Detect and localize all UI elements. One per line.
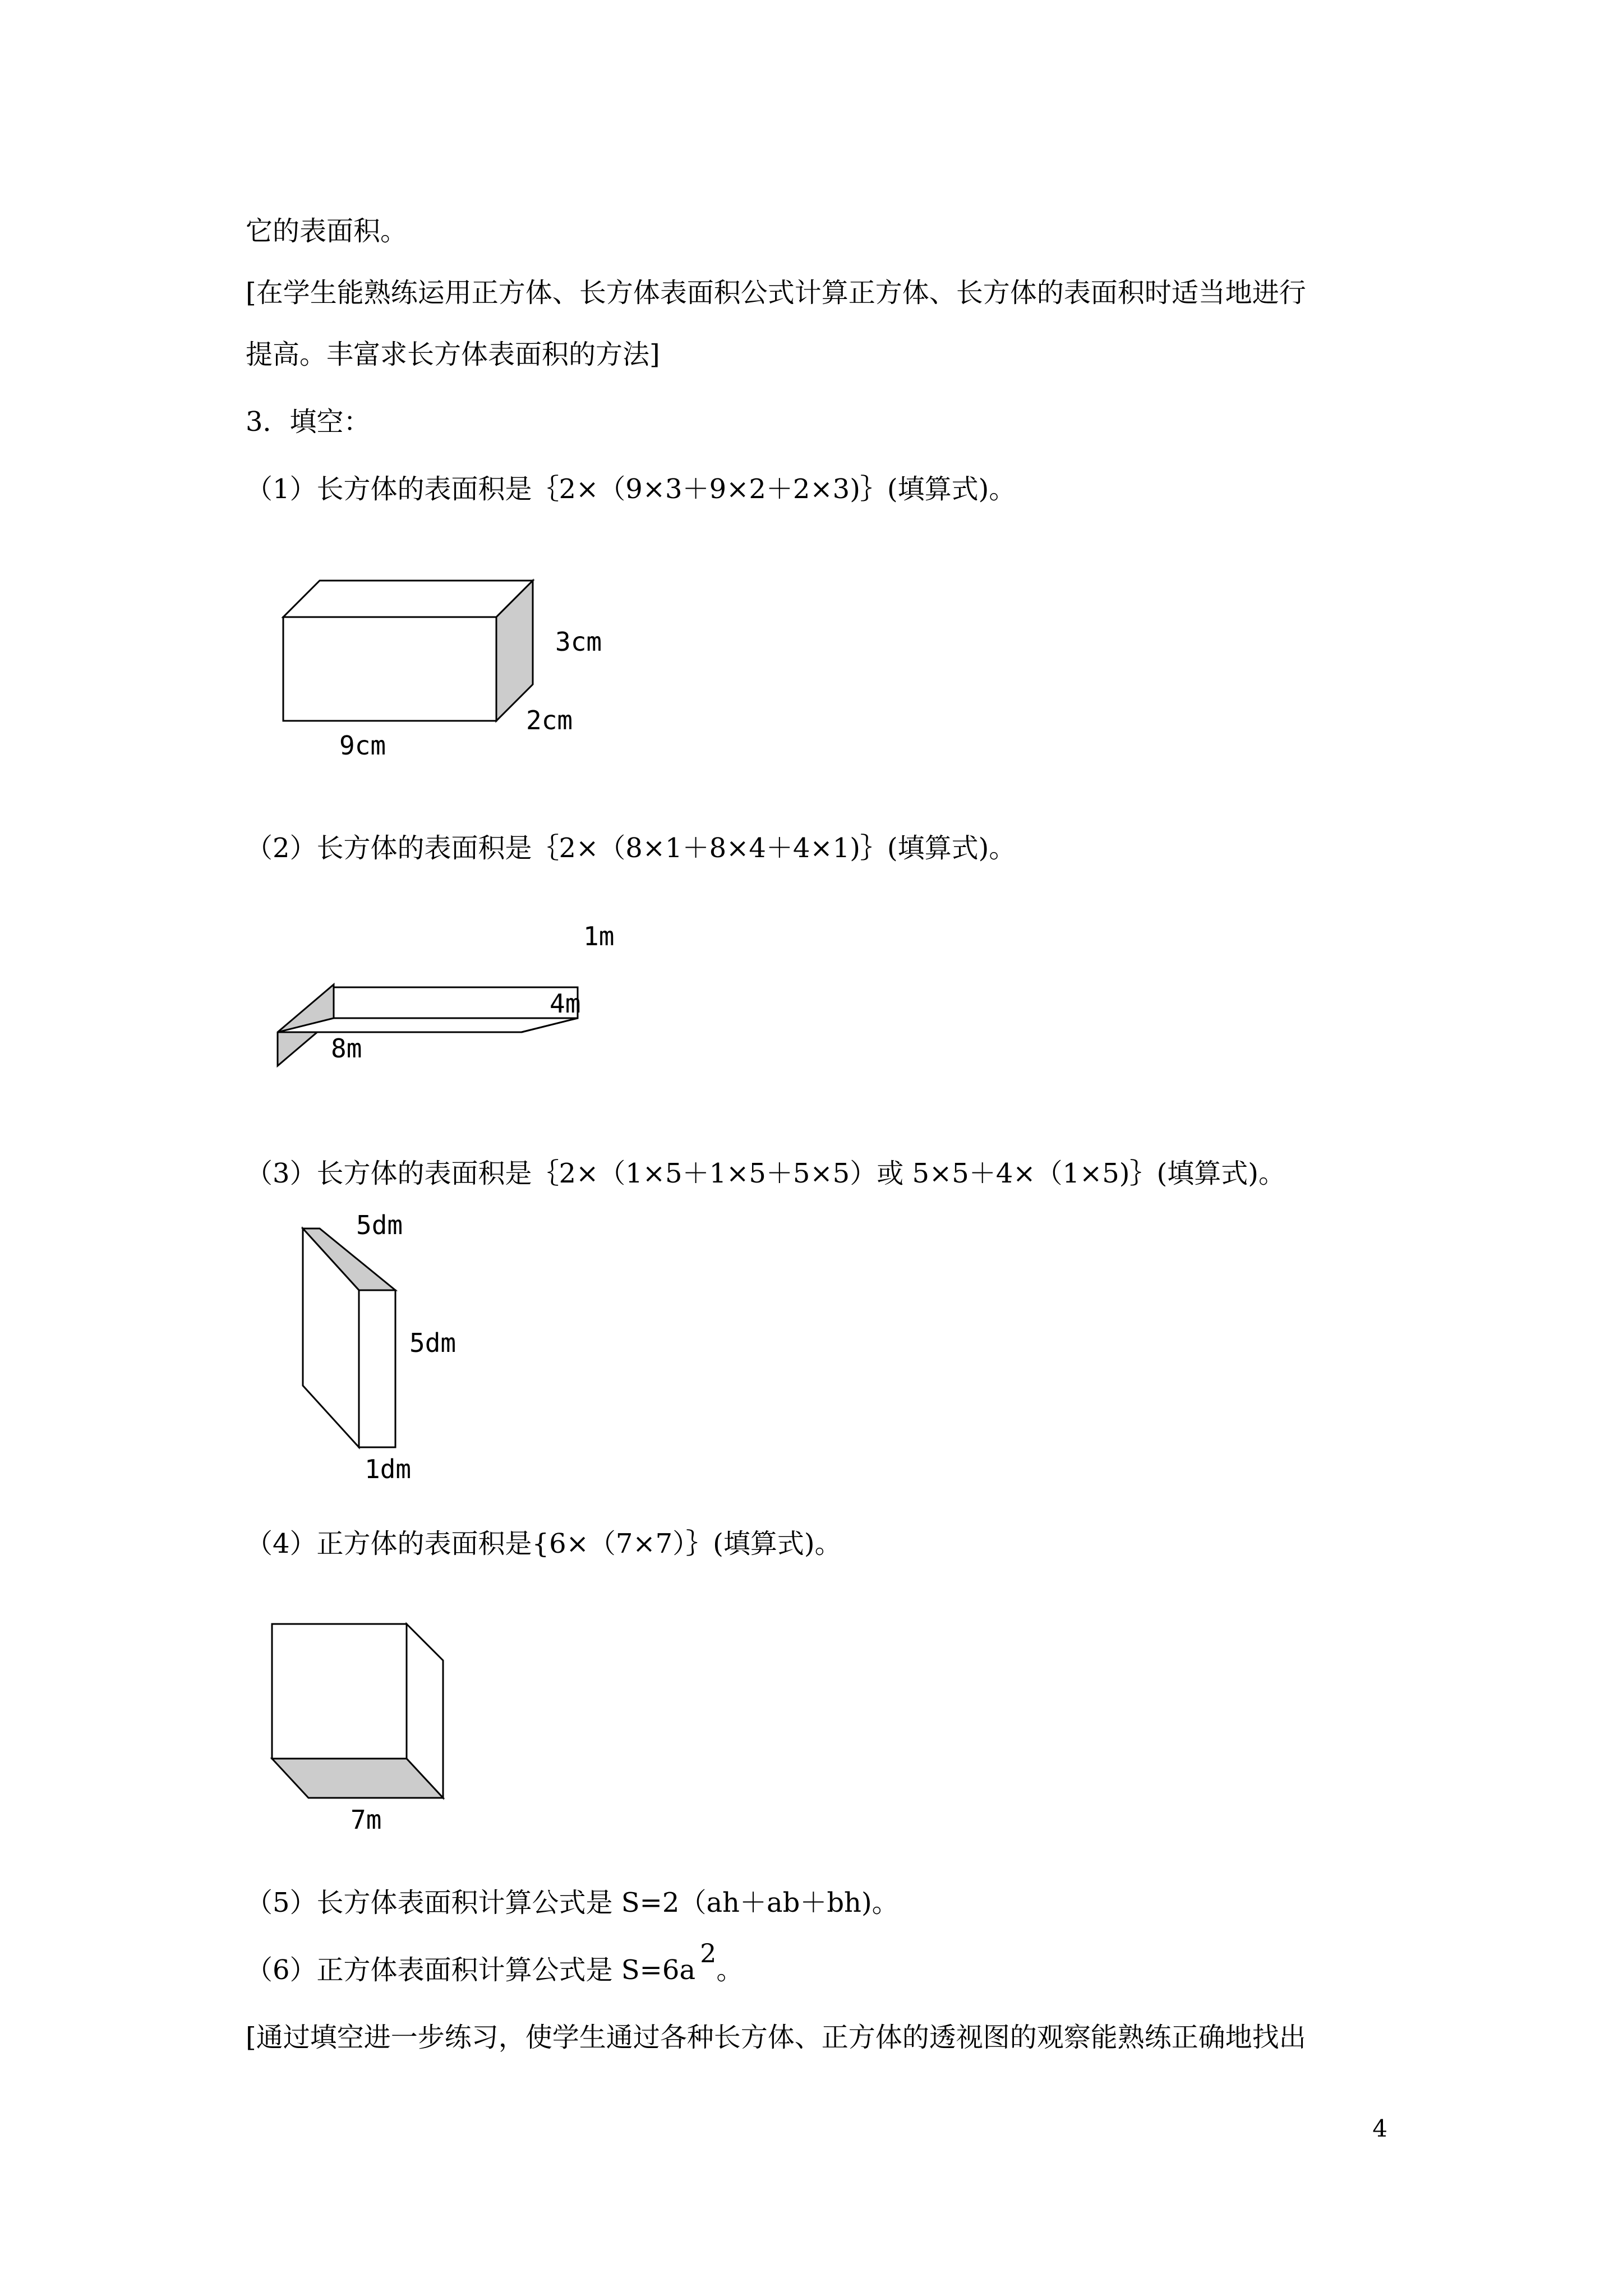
figure-cuboid-3: [297, 1212, 477, 1492]
height-label: 1m: [583, 921, 615, 951]
question-3: （3）长方体的表面积是｛2×（1×5＋1×5＋5×5）或 5×5＋4×（1×5)｝(填算式)。: [246, 1158, 1285, 1189]
question-6: [246, 1938, 744, 1987]
figure-cube: [269, 1621, 471, 1840]
text-line-last: [通过填空进一步练习，使学生通过各种长方体、正方体的透视图的观察能熟练正确地找出: [246, 2022, 1306, 2053]
height-label: 3cm: [555, 627, 602, 657]
question-1: （1）长方体的表面积是｛2×（9×3＋9×2＋2×3)｝(填算式)。: [246, 473, 1016, 505]
formula-text: （6）正方体表面积计算公式是 S=6a: [246, 1954, 696, 1986]
text-line-2: [在学生能熟练运用正方体、长方体表面积公式计算正方体、长方体的表面积时适当地进行: [246, 277, 1306, 309]
length-label: 8m: [331, 1033, 362, 1064]
height-label: 5dm: [409, 1328, 457, 1358]
question-4: （4）正方体的表面积是{6×（7×7）｝(填算式)。: [246, 1528, 842, 1559]
edge-label: 7m: [351, 1805, 382, 1835]
depth-label: 2cm: [526, 705, 573, 735]
page-number: 4: [1372, 2115, 1387, 2142]
formula-end: 。: [716, 1954, 744, 1986]
top-label: 5dm: [356, 1210, 403, 1240]
exponent: 2: [700, 1938, 717, 1968]
text-line-3: 提高。丰富求长方体表面积的方法]: [246, 339, 660, 370]
question-5: （5）长方体表面积计算公式是 S=2（ah＋ab＋bh)。: [246, 1887, 899, 1918]
depth-label: 4m: [550, 988, 581, 1019]
question-2: （2）长方体的表面积是｛2×（8×1＋8×4＋4×1)｝(填算式)。: [246, 832, 1016, 864]
figure-cuboid-1: [280, 578, 617, 763]
text-line-1: 它的表面积。: [246, 215, 408, 247]
width-label: 1dm: [365, 1454, 412, 1484]
figure-cuboid-2: [275, 920, 639, 1066]
section-heading: 3．填空：: [246, 406, 371, 438]
length-label: 9cm: [339, 730, 386, 761]
